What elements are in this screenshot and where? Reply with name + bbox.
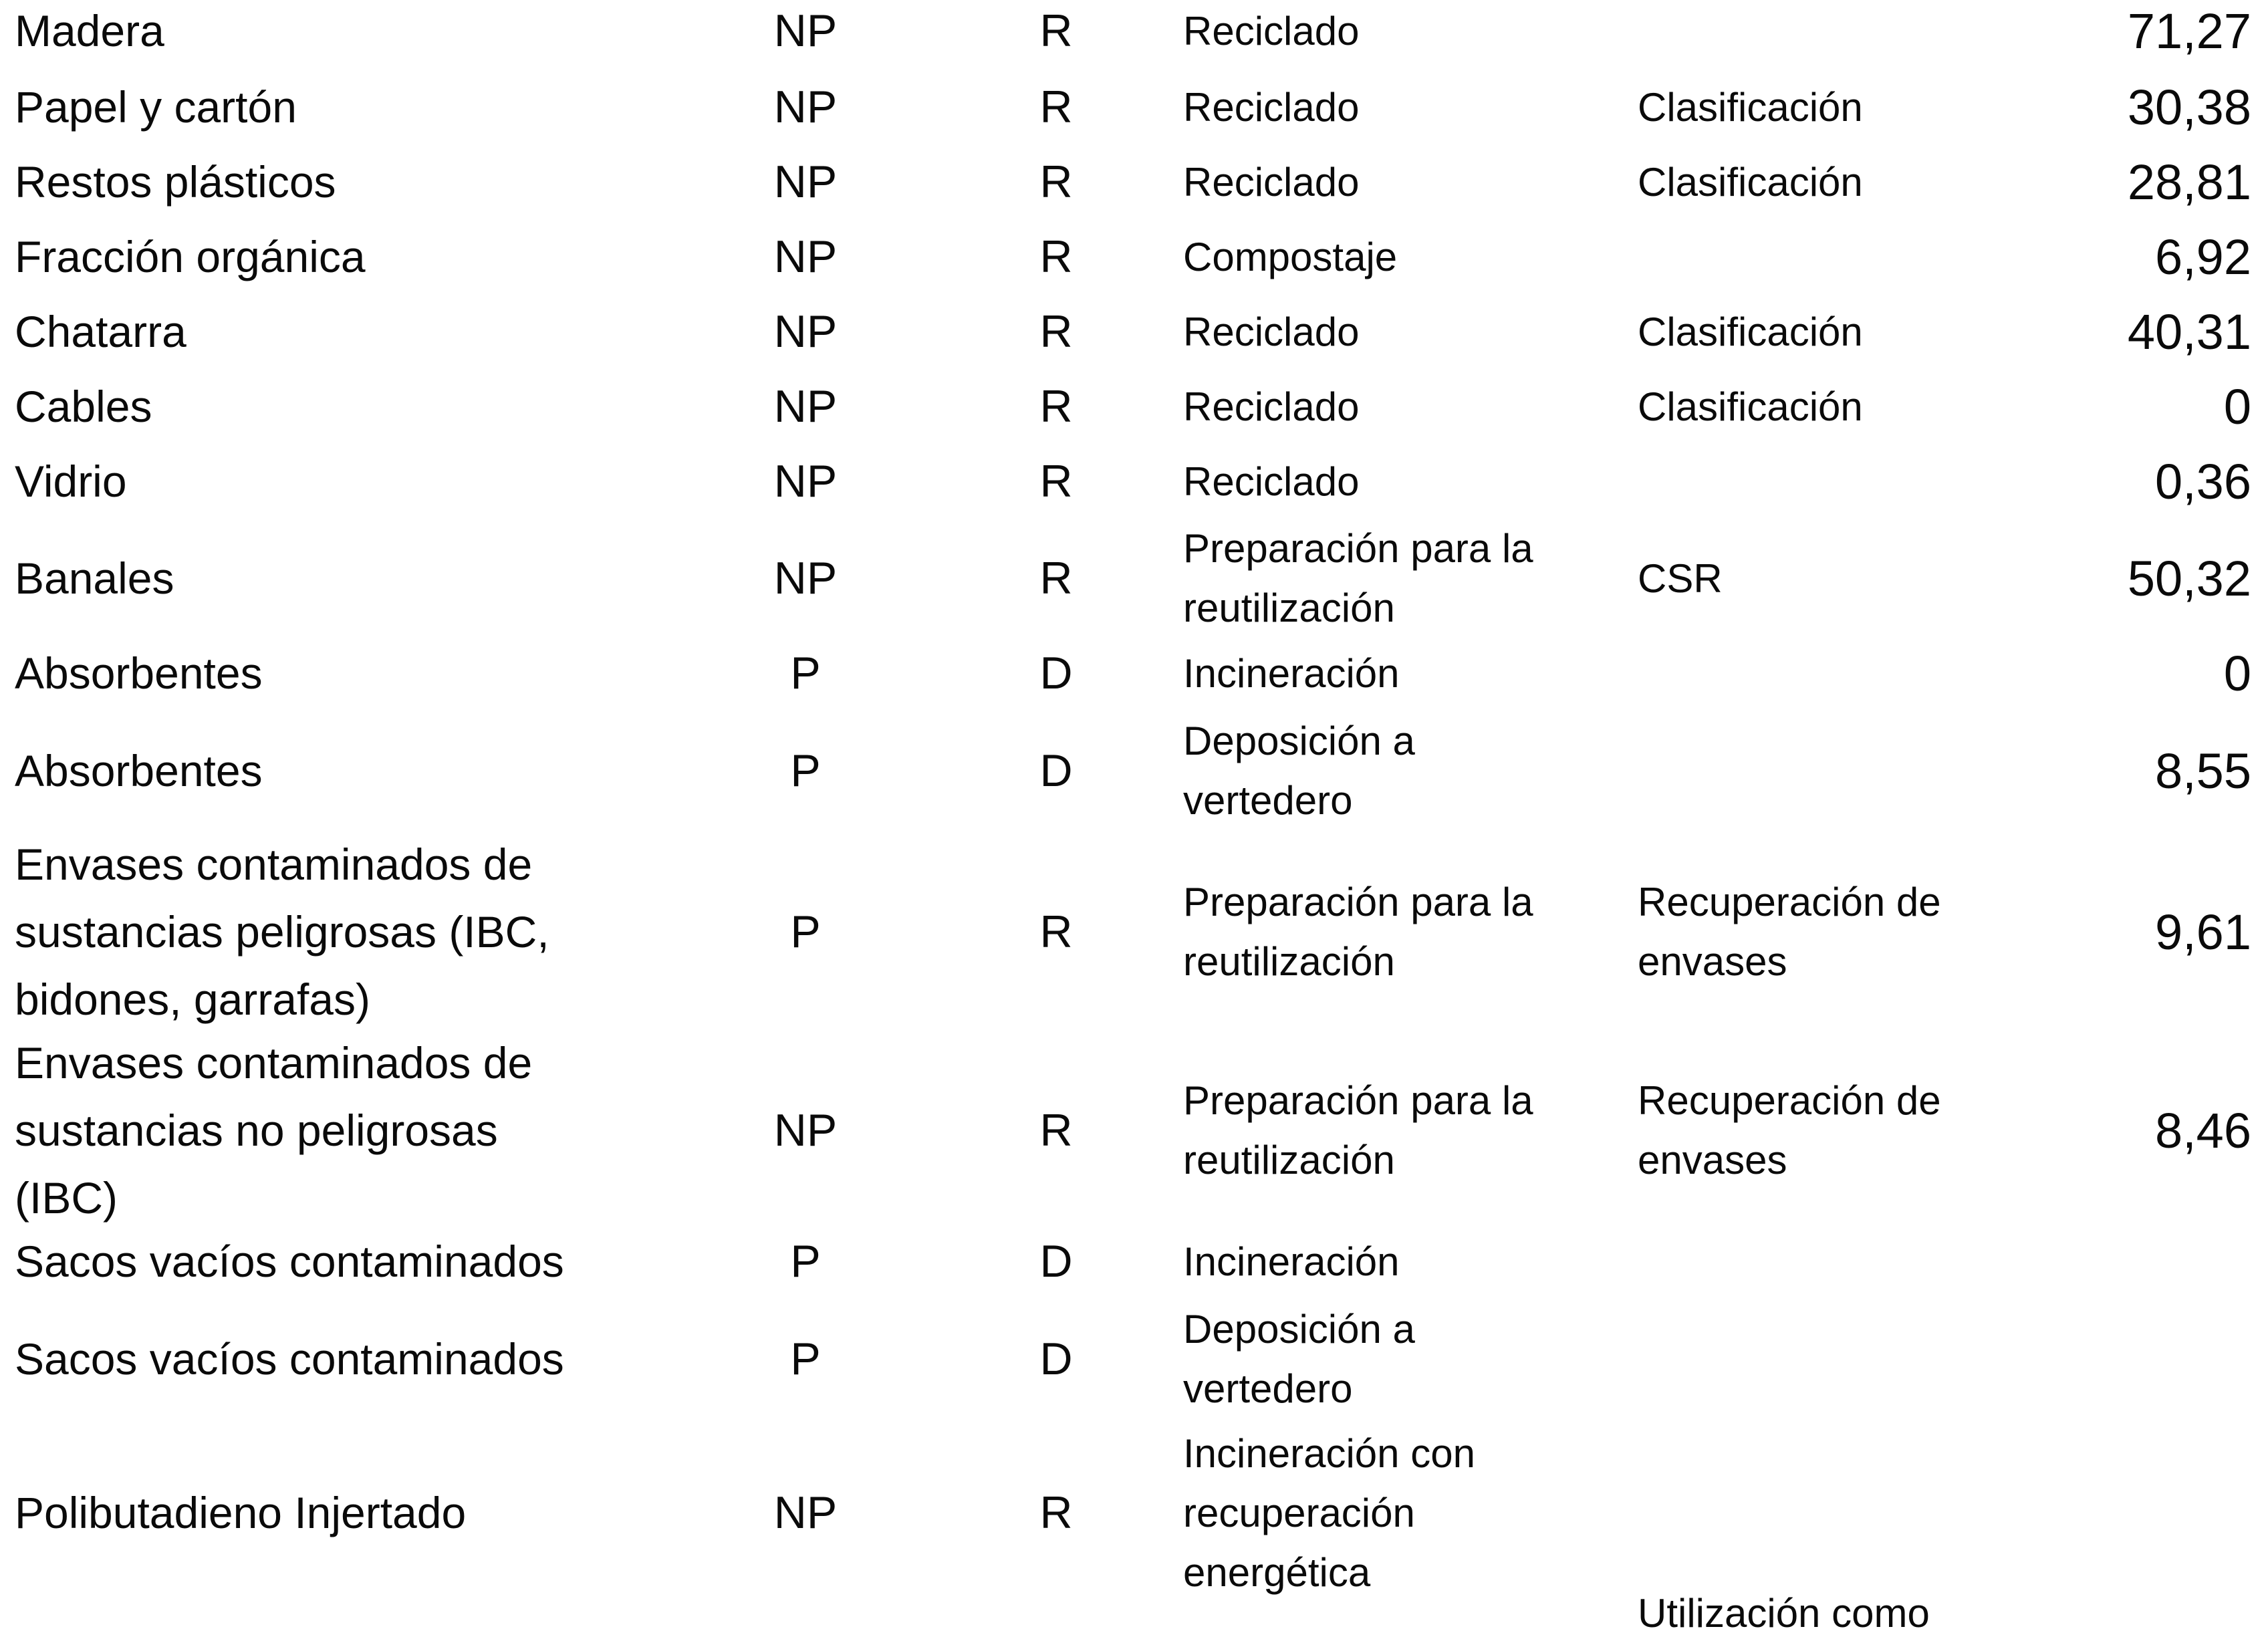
value-cell: 28,81 (2127, 154, 2251, 210)
material-cell: Fracción orgánica (15, 231, 366, 281)
table-row (0, 222, 2268, 291)
table-row (0, 297, 2268, 366)
material-cell: Envases contaminados de sustancias no peligrosas (IBC) (15, 1037, 533, 1223)
table-row (0, 372, 2268, 441)
value-cell: 40,31 (2127, 303, 2251, 360)
classification-cell: NP (773, 156, 838, 207)
table-row (0, 72, 2268, 142)
operation-cell: R (1039, 906, 1073, 957)
operation-cell: R (1039, 5, 1073, 56)
detail-cell: Clasificación (1638, 84, 1863, 130)
table-row (0, 147, 2268, 217)
classification-cell: P (790, 745, 821, 796)
table-row (0, 1295, 2268, 1422)
material-cell: Vidrio (15, 456, 127, 506)
detail-cell (1638, 1419, 2065, 1606)
table-row (0, 831, 2268, 1033)
value-cell: 30,38 (2127, 79, 2251, 135)
classification-cell: NP (773, 1105, 838, 1156)
material-cell: Chatarra (15, 306, 186, 356)
table-row (0, 515, 2268, 642)
classification-cell: NP (773, 231, 838, 282)
classification-cell: P (790, 906, 821, 957)
treatment-cell: Reciclado (1183, 384, 1360, 429)
detail-cell: Recuperación de envases (1638, 880, 1941, 984)
treatment-cell: Preparación para la reutilización (1183, 526, 1533, 630)
detail-cell: Clasificación (1638, 159, 1863, 205)
operation-cell: R (1039, 231, 1073, 282)
treatment-cell: Incineración (1183, 1239, 1400, 1284)
value-cell: 9,61 (2154, 904, 2251, 960)
table-row-partial (0, 1590, 2268, 1637)
detail-cell (1638, 222, 2065, 291)
operation-cell: R (1039, 156, 1073, 207)
detail-cell (1638, 447, 2065, 516)
treatment-cell: Reciclado (1183, 8, 1360, 53)
value-cell: 8,55 (2154, 743, 2251, 799)
material-cell: Restos plásticos (15, 156, 336, 207)
operation-cell: R (1039, 456, 1073, 507)
table-row (0, 1029, 2268, 1231)
value-cell: 0 (2223, 378, 2251, 434)
detail-cell (1638, 1227, 2065, 1296)
operation-cell: D (1039, 1334, 1073, 1384)
detail-cell (1638, 1295, 2065, 1422)
classification-cell: NP (773, 5, 838, 56)
detail-cell: Recuperación de envases (1638, 1078, 1941, 1182)
value-cell: 50,32 (2127, 550, 2251, 606)
classification-cell: NP (773, 1487, 838, 1538)
material-cell: Sacos vacíos contaminados (15, 1236, 564, 1286)
operation-cell: D (1039, 1236, 1073, 1287)
treatment-cell: Reciclado (1183, 84, 1360, 130)
classification-cell: NP (773, 82, 838, 132)
classification-cell: NP (773, 306, 838, 357)
value-cell (2005, 1419, 2251, 1606)
material-cell: Sacos vacíos contaminados (15, 1334, 564, 1384)
treatment-cell: Deposición a vertedero (1183, 1307, 1415, 1411)
value-cell (2005, 1227, 2251, 1296)
treatment-cell: Incineración con recuperación energética (1183, 1430, 1475, 1595)
value-cell: 6,92 (2154, 229, 2251, 285)
operation-cell: D (1039, 648, 1073, 699)
treatment-cell: Preparación para la reutilización (1183, 880, 1533, 984)
classification-cell: NP (773, 553, 838, 604)
table-row (0, 638, 2268, 708)
table-row (0, 707, 2268, 834)
treatment-cell: Preparación para la reutilización (1183, 1078, 1533, 1182)
material-cell: Papel y cartón (15, 82, 297, 132)
material-cell: Absorbentes (15, 745, 263, 795)
treatment-cell: Reciclado (1183, 459, 1360, 504)
classification-cell: P (790, 1236, 821, 1287)
table-row (0, 1227, 2268, 1296)
material-cell: Polibutadieno Injertado (15, 1487, 467, 1537)
treatment-cell: Reciclado (1183, 159, 1360, 205)
material-cell: Madera (15, 5, 164, 55)
classification-cell: NP (773, 456, 838, 507)
detail-cell (1638, 707, 2065, 834)
classification-cell: P (790, 648, 821, 699)
detail-cell: CSR (1638, 555, 1723, 601)
material-cell: Banales (15, 553, 174, 603)
treatment-cell: Compostaje (1183, 234, 1398, 279)
operation-cell: R (1039, 306, 1073, 357)
classification-cell: P (790, 1334, 821, 1384)
detail-cell (1638, 0, 2065, 61)
table-row (0, 0, 2268, 61)
operation-cell: R (1039, 82, 1073, 132)
operation-cell: R (1039, 1105, 1073, 1156)
material-cell: Absorbentes (15, 648, 263, 698)
material-cell: Cables (15, 381, 152, 431)
value-cell: 71,27 (2127, 3, 2251, 59)
detail-cell: Clasificación (1638, 309, 1863, 354)
treatment-cell: Deposición a vertedero (1183, 719, 1415, 823)
table-row (0, 1419, 2268, 1606)
table-row (0, 447, 2268, 516)
operation-cell: R (1039, 1487, 1073, 1538)
treatment-cell: Reciclado (1183, 309, 1360, 354)
operation-cell: R (1039, 381, 1073, 432)
value-cell (2005, 1295, 2251, 1422)
classification-cell: NP (773, 381, 838, 432)
detail-cell: Clasificación (1638, 384, 1863, 429)
material-cell: Envases contaminados de sustancias peligrosas (IBC, bidones, garrafas) (15, 839, 549, 1024)
value-cell: 0 (2223, 645, 2251, 701)
detail-cell (1638, 638, 2065, 708)
value-cell: 8,46 (2154, 1102, 2251, 1158)
operation-cell: R (1039, 553, 1073, 604)
treatment-cell: Incineración (1183, 650, 1400, 696)
detail-cell: Utilización como (1638, 1591, 1930, 1636)
value-cell: 0,36 (2154, 453, 2251, 509)
operation-cell: D (1039, 745, 1073, 796)
